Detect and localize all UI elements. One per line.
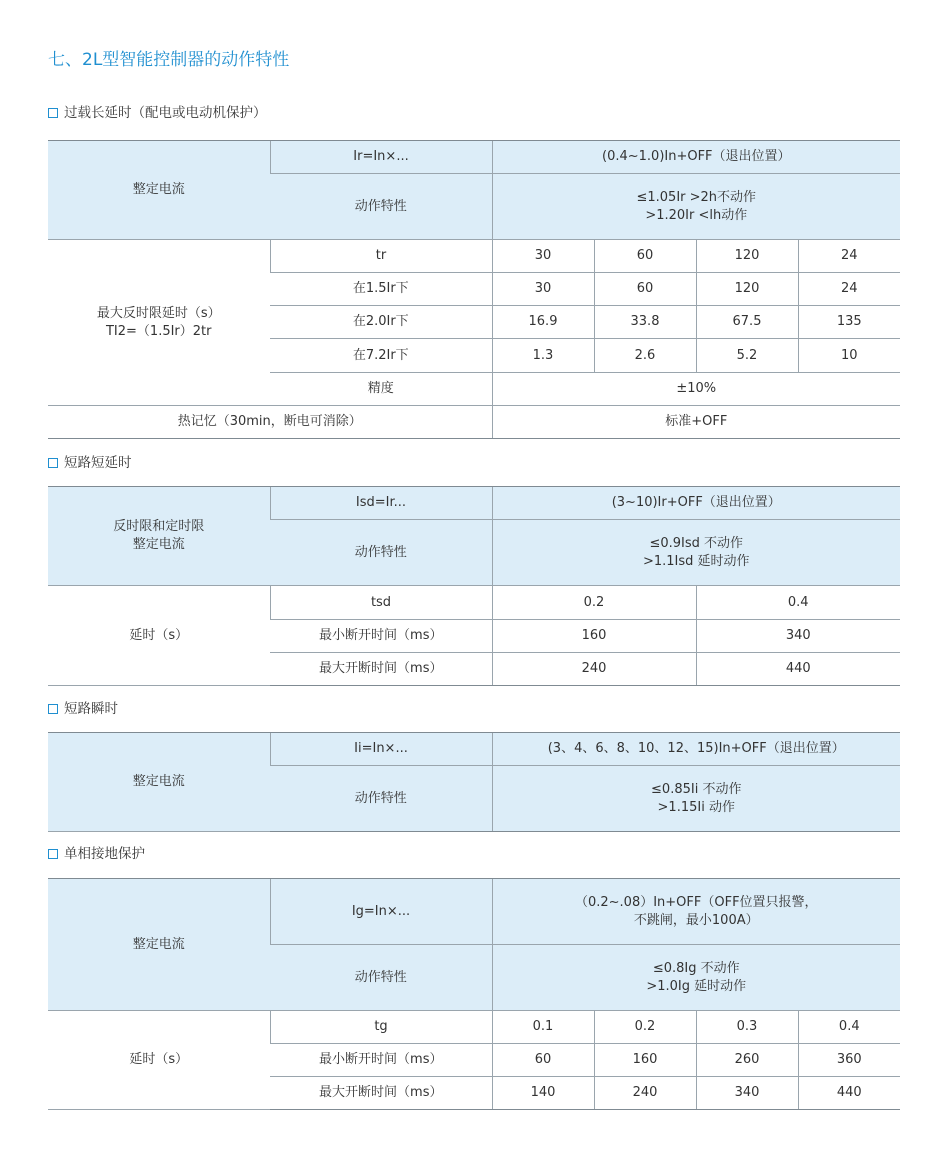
- setting-current-label: 反时限和定时限 整定电流: [48, 487, 270, 586]
- char-value: ≤0.9Isd 不动作 >1.1Isd 延时动作: [492, 520, 900, 586]
- char-value: ≤1.05Ir >2h不动作 >1.20Ir <lh动作: [492, 174, 900, 240]
- table-ground-fault: [48, 878, 900, 1110]
- section-heading-instantaneous: 短路瞬时: [48, 700, 118, 718]
- setting-current-label: 整定电流: [48, 879, 270, 1011]
- checkbox-icon: [48, 458, 58, 468]
- table-row: 延时（s） tsd 0.2 0.4: [48, 586, 900, 620]
- char-label: 动作特性: [270, 766, 492, 832]
- setting-value: (0.4~1.0)In+OFF（退出位置）: [492, 141, 900, 174]
- checkbox-icon: [48, 108, 58, 118]
- setting-value: （0.2~.08）In+OFF（OFF位置只报警， 不跳闸，最小100A）: [492, 879, 900, 945]
- setting-current-label: 整定电流: [48, 733, 270, 832]
- table-row: 最小断开时间（ms） 60 160 260 360: [48, 1044, 900, 1077]
- setting-value: (3~10)Ir+OFF（退出位置）: [492, 487, 900, 520]
- table-row: 精度 ±10%: [48, 373, 900, 406]
- delay-label: 延时（s）: [48, 1011, 270, 1110]
- setting-param: Isd=Ir...: [270, 487, 492, 520]
- table-row: 最大反时限延时（s） TI2=（1.5Ir）2tr tr 30 60 120 24: [48, 240, 900, 273]
- table-row: 最大开断时间（ms） 240 440: [48, 653, 900, 686]
- table-row: 延时（s） tg 0.1 0.2 0.3 0.4: [48, 1011, 900, 1044]
- table-row: 在1.5Ir下 30 60 120 24: [48, 273, 900, 306]
- table-row: 热记忆（30min，断电可消除） 标准+OFF: [48, 406, 900, 439]
- table-row: 在2.0Ir下 16.9 33.8 67.5 135: [48, 306, 900, 339]
- table-row: 最大开断时间（ms） 140 240 340 440: [48, 1077, 900, 1110]
- delay-label: 延时（s）: [48, 586, 270, 686]
- char-label: 动作特性: [270, 520, 492, 586]
- char-value: ≤0.85Ii 不动作 >1.15Ii 动作: [492, 766, 900, 832]
- checkbox-icon: [48, 704, 58, 714]
- section-heading-overload: 过载长延时（配电或电动机保护）: [48, 104, 267, 122]
- setting-value: (3、4、6、8、10、12、15)In+OFF（退出位置）: [492, 733, 900, 766]
- section-heading-ground-fault: 单相接地保护: [48, 845, 145, 863]
- table-row: 在7.2Ir下 1.3 2.6 5.2 10: [48, 339, 900, 373]
- table-overload-long-delay: [48, 140, 900, 439]
- page-title: 七、2L型智能控制器的动作特性: [48, 50, 290, 70]
- checkbox-icon: [48, 849, 58, 859]
- char-value: ≤0.8Ig 不动作 >1.0Ig 延时动作: [492, 945, 900, 1011]
- char-label: 动作特性: [270, 174, 492, 240]
- delay-label: 最大反时限延时（s） TI2=（1.5Ir）2tr: [48, 240, 270, 406]
- table-instantaneous: [48, 732, 900, 832]
- char-label: 动作特性: [270, 945, 492, 1011]
- setting-current-label: 整定电流: [48, 141, 270, 240]
- table-row: 最小断开时间（ms） 160 340: [48, 620, 900, 653]
- section-heading-short-delay: 短路短延时: [48, 454, 132, 472]
- setting-param: Ii=In×...: [270, 733, 492, 766]
- setting-param: Ig=In×...: [270, 879, 492, 945]
- table-short-delay: [48, 486, 900, 686]
- setting-param: Ir=In×...: [270, 141, 492, 174]
